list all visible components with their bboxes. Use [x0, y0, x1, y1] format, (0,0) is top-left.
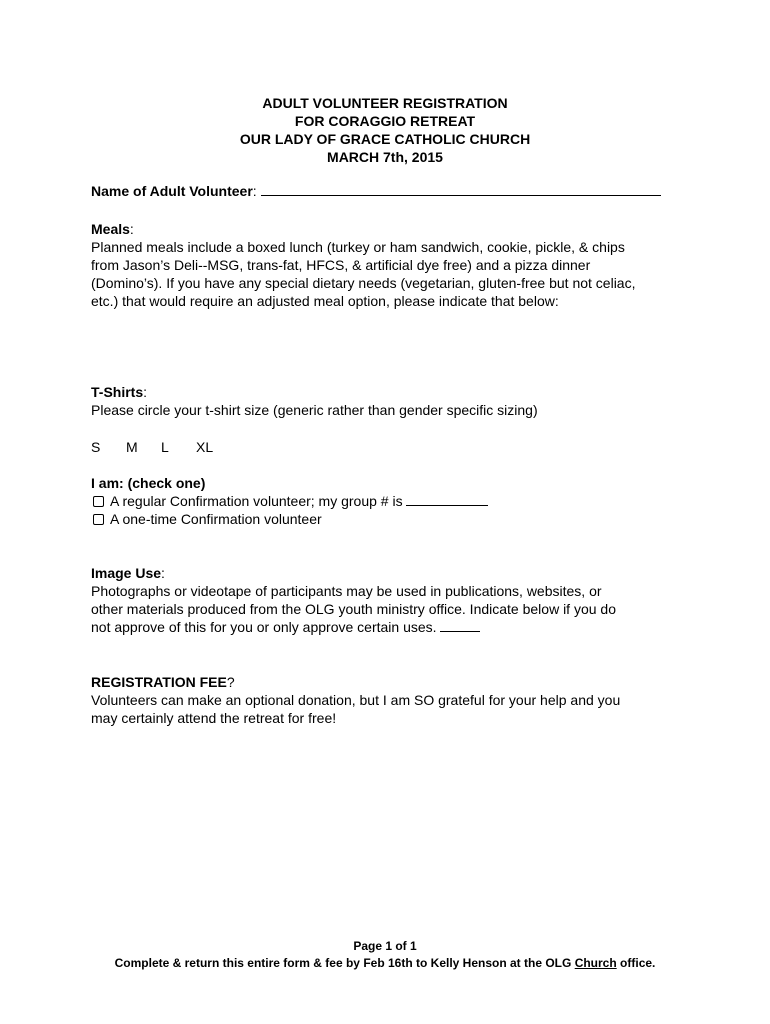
group-number-field[interactable]	[406, 492, 488, 506]
tshirt-size-options	[91, 438, 691, 456]
tshirts-instruction: Please circle your t-shirt size (generic rather than gender specific sizing)	[91, 402, 538, 418]
title-line-2: FOR CORAGGIO RETREAT	[294, 113, 476, 129]
volunteer-name-colon: :	[252, 183, 257, 199]
form-title	[0, 94, 770, 166]
size-option-m[interactable]: M	[126, 439, 138, 455]
title-line-1: ADULT VOLUNTEER REGISTRATION	[262, 95, 508, 111]
registration-fee-text-line: Volunteers can make an optional donation, but I am SO grateful for your help and you	[91, 692, 621, 708]
meals-text-line: from Jason’s Deli--MSG, trans-fat, HFCS, & artificial dye free) and a pizza dinner	[91, 257, 591, 273]
meals-heading: Meals	[91, 221, 130, 237]
footer-instruction	[0, 955, 770, 971]
registration-fee-heading: REGISTRATION FEE	[91, 674, 227, 690]
size-option-s[interactable]: S	[91, 439, 101, 455]
image-use-heading: Image Use	[91, 565, 162, 581]
meals-text-line: Planned meals include a boxed lunch (turkey or ham sandwich, cookie, pickle, & chips	[91, 239, 625, 255]
image-use-field[interactable]	[440, 618, 480, 632]
meals-text-line: (Domino’s). If you have any special dietary needs (vegetarian, gluten-free but not celiac,	[91, 275, 636, 291]
meals-section	[91, 220, 691, 310]
title-line-4: MARCH 7th, 2015	[327, 149, 443, 165]
registration-fee-text-line: may certainly attend the retreat for free!	[91, 710, 337, 726]
meals-colon: :	[129, 221, 134, 237]
role-option-regular-label: A regular Confirmation volunteer; my group # is	[110, 493, 403, 509]
size-option-xl[interactable]: XL	[196, 439, 214, 455]
role-option-onetime[interactable]	[91, 510, 691, 528]
meals-text-line: etc.) that would require an adjusted meal option, please indicate that below:	[91, 293, 559, 309]
tshirts-heading: T-Shirts	[91, 384, 144, 400]
size-option-l[interactable]: L	[161, 439, 169, 455]
image-use-text-line: other materials produced from the OLG youth ministry office. Indicate below if you do	[91, 601, 616, 617]
image-use-text-line: Photographs or videotape of participants may be used in publications, websites, or	[91, 583, 602, 599]
role-section	[91, 474, 691, 528]
church-link[interactable]: Church	[574, 956, 617, 970]
checkbox-regular-volunteer[interactable]	[93, 496, 104, 507]
image-use-text-line: not approve of this for you or only approve certain uses.	[91, 619, 437, 635]
image-use-section	[91, 564, 691, 636]
footer-instruction-end: office.	[620, 956, 656, 970]
registration-fee-question-mark: ?	[226, 674, 235, 690]
role-heading: I am: (check one)	[91, 475, 206, 491]
volunteer-name-field[interactable]	[261, 182, 661, 196]
registration-fee-section	[91, 673, 691, 727]
footer-instruction-text: Complete & return this entire form & fee by Feb 16th to Kelly Henson at the OLG	[114, 956, 572, 970]
tshirts-section	[91, 383, 691, 419]
image-use-colon: :	[161, 565, 165, 581]
tshirts-colon: :	[143, 384, 148, 400]
role-option-onetime-label: A one-time Confirmation volunteer	[110, 511, 322, 527]
role-option-regular[interactable]	[91, 492, 691, 510]
page-number: Page 1 of 1	[353, 939, 417, 953]
volunteer-name-label: Name of Adult Volunteer	[91, 183, 253, 199]
checkbox-onetime-volunteer[interactable]	[93, 514, 104, 525]
volunteer-name-section	[91, 182, 691, 200]
title-line-3: OUR LADY OF GRACE CATHOLIC CHURCH	[239, 131, 531, 147]
